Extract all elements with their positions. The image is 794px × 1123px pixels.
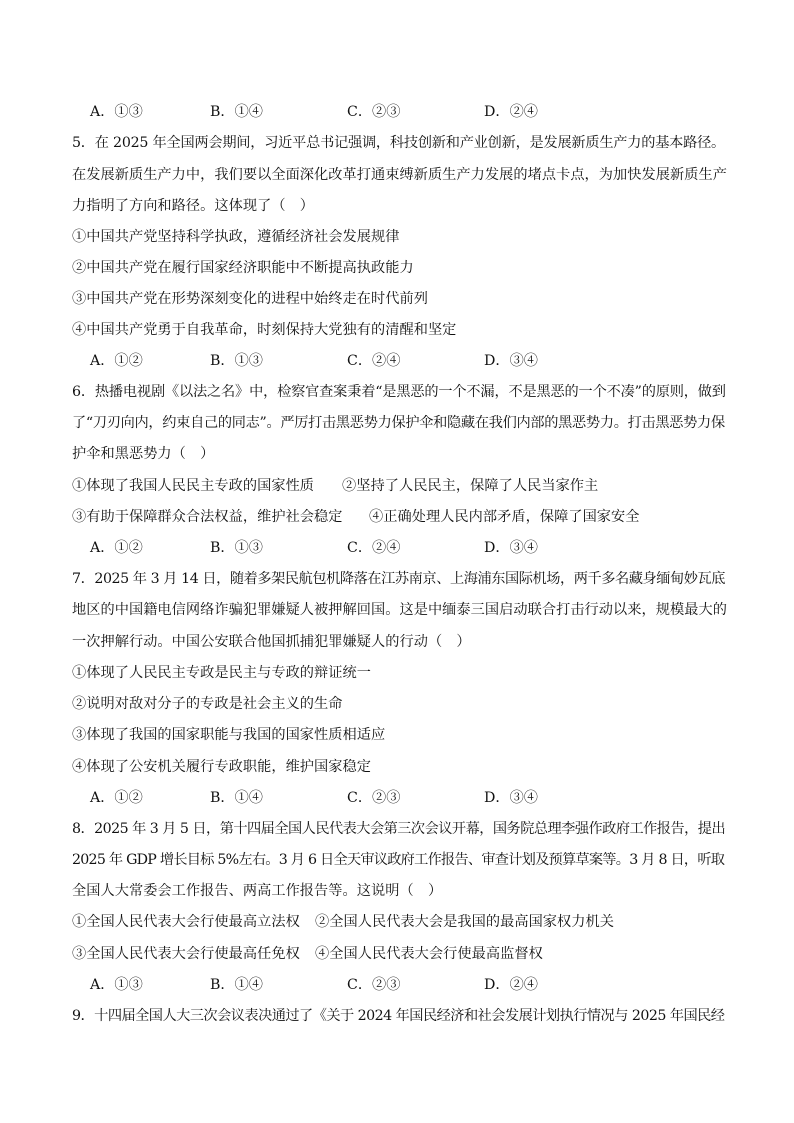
q6-statement-2: ②坚持了人民民主，保障了人民当家作主: [342, 478, 599, 494]
q4-option-b[interactable]: B．①④: [210, 104, 263, 120]
q7-stem-line-1: 7．2025 年 3 月 14 日，随着多架民航包机降落在江苏南京、上海浦东国际机场，两千多名藏身缅甸妙瓦底: [72, 571, 726, 587]
q8-stem-line-1: 8．2025 年 3 月 5 日，第十四届全国人民代表大会第三次会议开幕，国务院总理李强作政府工作报告，提出: [72, 821, 726, 837]
q6-statement-3: ③有助于保障群众合法权益，维护社会稳定: [72, 509, 343, 525]
q4-option-c[interactable]: C．②③: [347, 104, 401, 120]
q6-stem-line-2: 了“刀刃向内，约束自己的同志”。严厉打击黑恶势力保护伞和隐藏在我们内部的黑恶势力。打击黑恶势力保: [72, 415, 725, 431]
q7-option-b[interactable]: B．①④: [210, 790, 263, 806]
q5-stem-line-1: 5．在 2025 年全国两会期间，习近平总书记强调，科技创新和产业创新，是发展新质生产力的基本路径。: [72, 135, 726, 151]
q8-option-a[interactable]: A．①③: [90, 977, 143, 993]
q6-stem-line-3: 护伞和黑恶势力（ ）: [72, 446, 215, 462]
q6-statements-row-2: [72, 506, 728, 528]
q4-option-d[interactable]: D．②④: [484, 104, 538, 120]
q6-option-c[interactable]: C．②④: [347, 540, 401, 556]
q7-statement-3: ③体现了我国的国家职能与我国的国家性质相适应: [72, 727, 386, 743]
q9-stem-line-1: 9．十四届全国人大三次会议表决通过了《关于 2024 年国民经济和社会发展计划执行情况与 2025 年国民经: [72, 1008, 725, 1024]
q7-option-d[interactable]: D．③④: [484, 790, 538, 806]
q5-option-a[interactable]: A．①②: [90, 353, 143, 369]
q8-statement-1: ①全国人民代表大会行使最高立法权: [72, 914, 300, 930]
q6-option-b[interactable]: B．①③: [210, 540, 263, 556]
q6-statement-1: ①体现了我国人民民主专政的国家性质: [72, 478, 315, 494]
q7-option-c[interactable]: C．②③: [347, 790, 401, 806]
q5-statement-4: ④中国共产党勇于自我革命，时刻保持大党独有的清醒和坚定: [72, 322, 457, 338]
q8-option-d[interactable]: D．②④: [484, 977, 538, 993]
q7-statement-2: ②说明对敌对分子的专政是社会主义的生命: [72, 696, 343, 712]
q5-statement-1: ①中国共产党坚持科学执政，遵循经济社会发展规律: [72, 229, 400, 245]
q7-statement-1: ①体现了人民民主专政是民主与专政的辩证统一: [72, 665, 371, 681]
q4-option-a[interactable]: A．①③: [90, 104, 143, 120]
q8-option-b[interactable]: B．①④: [210, 977, 263, 993]
q8-statements-row-1: [72, 911, 728, 933]
q6-stem-line-1: 6．热播电视剧《以法之名》中，检察官查案秉着“是黑恶的一个不漏，不是黑恶的一个不凑”的原则，做到: [72, 384, 726, 400]
q8-statement-4: ④全国人民代表大会行使最高监督权: [315, 946, 543, 962]
q5-stem-line-2: 在发展新质生产力中，我们要以全面深化改革打通束缚新质生产力发展的堵点卡点，为加快发展新质生产: [72, 167, 727, 183]
q5-option-d[interactable]: D．③④: [484, 353, 538, 369]
q8-statement-2: ②全国人民代表大会是我国的最高国家权力机关: [315, 914, 614, 930]
q8-stem-line-3: 全国人大常委会工作报告、两高工作报告等。这说明（ ）: [72, 883, 443, 899]
q7-option-a[interactable]: A．①②: [90, 790, 143, 806]
q6-statement-4: ④正确处理人民内部矛盾，保障了国家安全: [369, 509, 640, 525]
q5-stem-line-3: 力指明了方向和路径。这体现了（ ）: [72, 198, 315, 214]
q5-option-b[interactable]: B．①③: [210, 353, 263, 369]
q6-option-d[interactable]: D．③④: [484, 540, 538, 556]
q5-option-c[interactable]: C．②④: [347, 353, 401, 369]
q7-stem-line-2: 地区的中国籍电信网络诈骗犯罪嫌疑人被押解回国。这是中缅泰三国启动联合打击行动以来，规模最大的: [72, 602, 727, 618]
q8-stem-line-2: 2025 年 GDP 增长目标 5%左右。3 月 6 日全天审议政府工作报告、审查计划及预算草案等。3 月 8 日，听取: [72, 852, 725, 868]
q5-statement-2: ②中国共产党在履行国家经济职能中不断提高执政能力: [72, 260, 414, 276]
q6-statements-row-1: [72, 475, 728, 497]
q5-statement-3: ③中国共产党在形势深刻变化的进程中始终走在时代前列: [72, 291, 428, 307]
q8-option-c[interactable]: C．②③: [347, 977, 401, 993]
q7-statement-4: ④体现了公安机关履行专政职能，维护国家稳定: [72, 759, 371, 775]
q6-option-a[interactable]: A．①②: [90, 540, 143, 556]
q8-statement-3: ③全国人民代表大会行使最高任免权: [72, 946, 300, 962]
q8-statements-row-2: [72, 943, 728, 965]
q7-stem-line-3: 一次押解行动。中国公安联合他国抓捕犯罪嫌疑人的行动（ ）: [72, 634, 471, 650]
